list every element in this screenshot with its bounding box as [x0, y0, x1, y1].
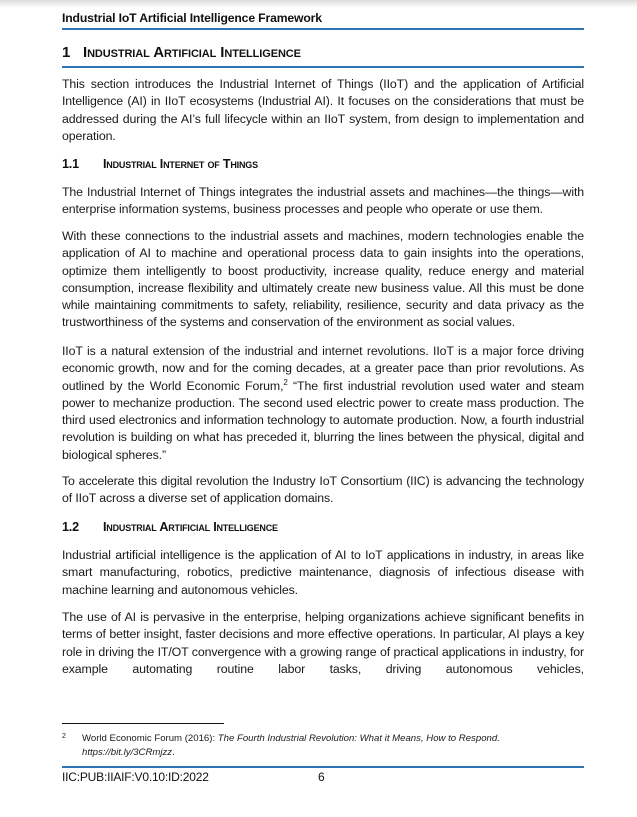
section-heading [62, 44, 584, 61]
section-intro-paragraph: This section introduces the Industrial Internet of Things (IIoT) and the application of Artificial Intelligence (AI) in IIoT ecosystems (Industrial AI). It focuses on the considerations that must be addressed during the AI’s full lifecycle within an IIoT system, from design to implementation and operation. [62, 77, 584, 143]
footnote-link-suffix: . [172, 747, 175, 758]
header-rule [62, 28, 584, 30]
subsection-number: 1.1 [62, 157, 79, 171]
subsection-heading-1-2 [62, 520, 584, 534]
footnote-title: The Fourth Industrial Revolution: What it Means, How to Respond. [217, 733, 500, 744]
subsection-title: Industrial Artificial Intelligence [103, 520, 278, 534]
paragraph: The use of AI is pervasive in the enterprise, helping organizations achieve significant benefits in terms of better insight, faster decisions and more effective operations. In particular, AI plays a key role in driving the IT/OT convergence with a growing range of practical applications in industry, for example automating routine labor tasks, driving autonomous vehicles, [62, 610, 584, 676]
section-number: 1 [62, 44, 71, 61]
paragraph: Industrial artificial intelligence is the application of AI to IoT applications in industry, in areas like smart manufacturing, robotics, predictive maintenance, diagnosis of infectious disease with machine learning and autonomous vehicles. [62, 548, 584, 597]
subsection-heading-1-1 [62, 157, 584, 171]
footnote-separator [62, 723, 224, 724]
viewer-top-shadow [0, 0, 637, 8]
footer-document-id: IIC:PUB:IIAIF:V0.10:ID:2022 [62, 770, 209, 784]
subsection-title: Industrial Internet of Things [103, 157, 258, 171]
subsection-number: 1.2 [62, 520, 79, 534]
footer-rule [62, 766, 584, 768]
footnote-body [82, 732, 572, 760]
paragraph: To accelerate this digital revolution the Industry IoT Consortium (IIC) is advancing the technology of IIoT across a diverse set of application domains. [62, 474, 584, 506]
paragraph-with-footnote-ref [62, 343, 584, 464]
running-header: Industrial IoT Artificial Intelligence Framework [62, 11, 322, 25]
section-title: Industrial Artificial Intelligence [83, 44, 301, 61]
footnote-mark: 2 [62, 733, 66, 740]
footnote-link[interactable]: https://bit.ly/3CRmjzz [82, 747, 173, 758]
footnote-source: World Economic Forum (2016): [82, 733, 218, 744]
section-heading-rule [62, 66, 584, 68]
paragraph-text: IIoT is a natural extension of the industrial and internet revolutions. IIoT is a major force driving economic growth, now and for the coming decades, at a greater pace than prior revolutions. As outlined by the World Economic Forum, [62, 344, 584, 393]
footnote-reference[interactable]: 2 [283, 377, 288, 387]
footer-page-number: 6 [318, 770, 325, 784]
paragraph: The Industrial Internet of Things integrates the industrial assets and machines—the things—with enterprise information systems, business processes and people who operate or use them. [62, 185, 584, 217]
paragraph-text: “The first industrial revolution used water and steam power to mechanize production. The second used electric power to create mass production. The third used electronics and information technology to automate production. Now, a fourth industrial revolution is building on what has preceded it, blurring the lines between the physical, digital and biological spheres.” [62, 378, 584, 462]
paragraph: With these connections to the industrial assets and machines, modern technologies enable the application of AI to machine and operational process data to gain insights into the operations, optimize them intelligently to boost productivity, increase quality, reduce energy and material consumption, increase flexibility and ultimately create new business value. All this must be done while maintaining commitments to safety, reliability, resilience, security and data privacy as the trustworthiness of the systems and conservation of the environment as social values. [62, 229, 584, 330]
